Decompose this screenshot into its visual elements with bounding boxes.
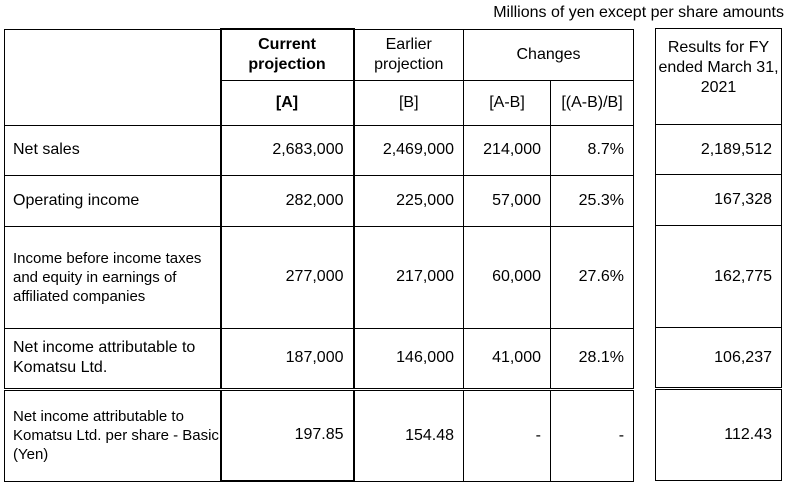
table-row bbox=[656, 328, 782, 389]
table-row bbox=[656, 389, 782, 481]
header-earlier-code: [B] bbox=[354, 80, 464, 125]
row-earlier: 154.48 bbox=[354, 389, 464, 481]
header-pct-code: [(A-B)/B] bbox=[551, 80, 634, 125]
row-earlier: 225,000 bbox=[354, 175, 464, 226]
header-blank bbox=[5, 29, 221, 125]
row-pct: 8.7% bbox=[551, 125, 634, 175]
row-pct: - bbox=[551, 389, 634, 481]
header-diff-code: [A-B] bbox=[464, 80, 551, 125]
table-row bbox=[5, 328, 634, 389]
row-label: Net sales bbox=[5, 125, 221, 175]
side-header-row bbox=[656, 29, 782, 125]
table-row bbox=[656, 226, 782, 328]
row-current: 187,000 bbox=[221, 328, 354, 389]
row-diff: 41,000 bbox=[464, 328, 551, 389]
header-earlier: Earlier projection bbox=[354, 29, 464, 80]
row-results: 112.43 bbox=[656, 389, 782, 481]
row-results: 167,328 bbox=[656, 175, 782, 226]
projection-table bbox=[4, 28, 634, 482]
prior-results-table bbox=[655, 28, 782, 481]
header-changes: Changes bbox=[464, 29, 634, 80]
table-row bbox=[5, 389, 634, 481]
row-diff: - bbox=[464, 389, 551, 481]
row-diff: 214,000 bbox=[464, 125, 551, 175]
header-current: Current projection bbox=[221, 29, 354, 80]
row-current: 277,000 bbox=[221, 226, 354, 328]
row-label: Net income attributable to Komatsu Ltd. bbox=[5, 328, 221, 389]
row-diff: 60,000 bbox=[464, 226, 551, 328]
row-earlier: 146,000 bbox=[354, 328, 464, 389]
row-results: 162,775 bbox=[656, 226, 782, 328]
row-current: 282,000 bbox=[221, 175, 354, 226]
row-pct: 28.1% bbox=[551, 328, 634, 389]
row-earlier: 2,469,000 bbox=[354, 125, 464, 175]
table-row bbox=[656, 125, 782, 175]
table-row bbox=[5, 175, 634, 226]
table-row bbox=[5, 226, 634, 328]
header-results: Results for FY ended March 31, 2021 bbox=[656, 29, 782, 125]
row-earlier: 217,000 bbox=[354, 226, 464, 328]
row-current: 2,683,000 bbox=[221, 125, 354, 175]
row-current: 197.85 bbox=[221, 389, 354, 481]
table-row bbox=[5, 125, 634, 175]
row-label: Net income attributable to Komatsu Ltd. per share - Basic (Yen) bbox=[5, 389, 221, 481]
table-row bbox=[656, 175, 782, 226]
row-pct: 25.3% bbox=[551, 175, 634, 226]
row-pct: 27.6% bbox=[551, 226, 634, 328]
header-row-1 bbox=[5, 29, 634, 80]
row-results: 2,189,512 bbox=[656, 125, 782, 175]
unit-note: Millions of yen except per share amounts bbox=[493, 4, 784, 21]
row-label: Operating income bbox=[5, 175, 221, 226]
row-label: Income before income taxes and equity in earnings of affiliated companies bbox=[5, 226, 221, 328]
header-current-code: [A] bbox=[221, 80, 354, 125]
row-results: 106,237 bbox=[656, 328, 782, 389]
row-diff: 57,000 bbox=[464, 175, 551, 226]
